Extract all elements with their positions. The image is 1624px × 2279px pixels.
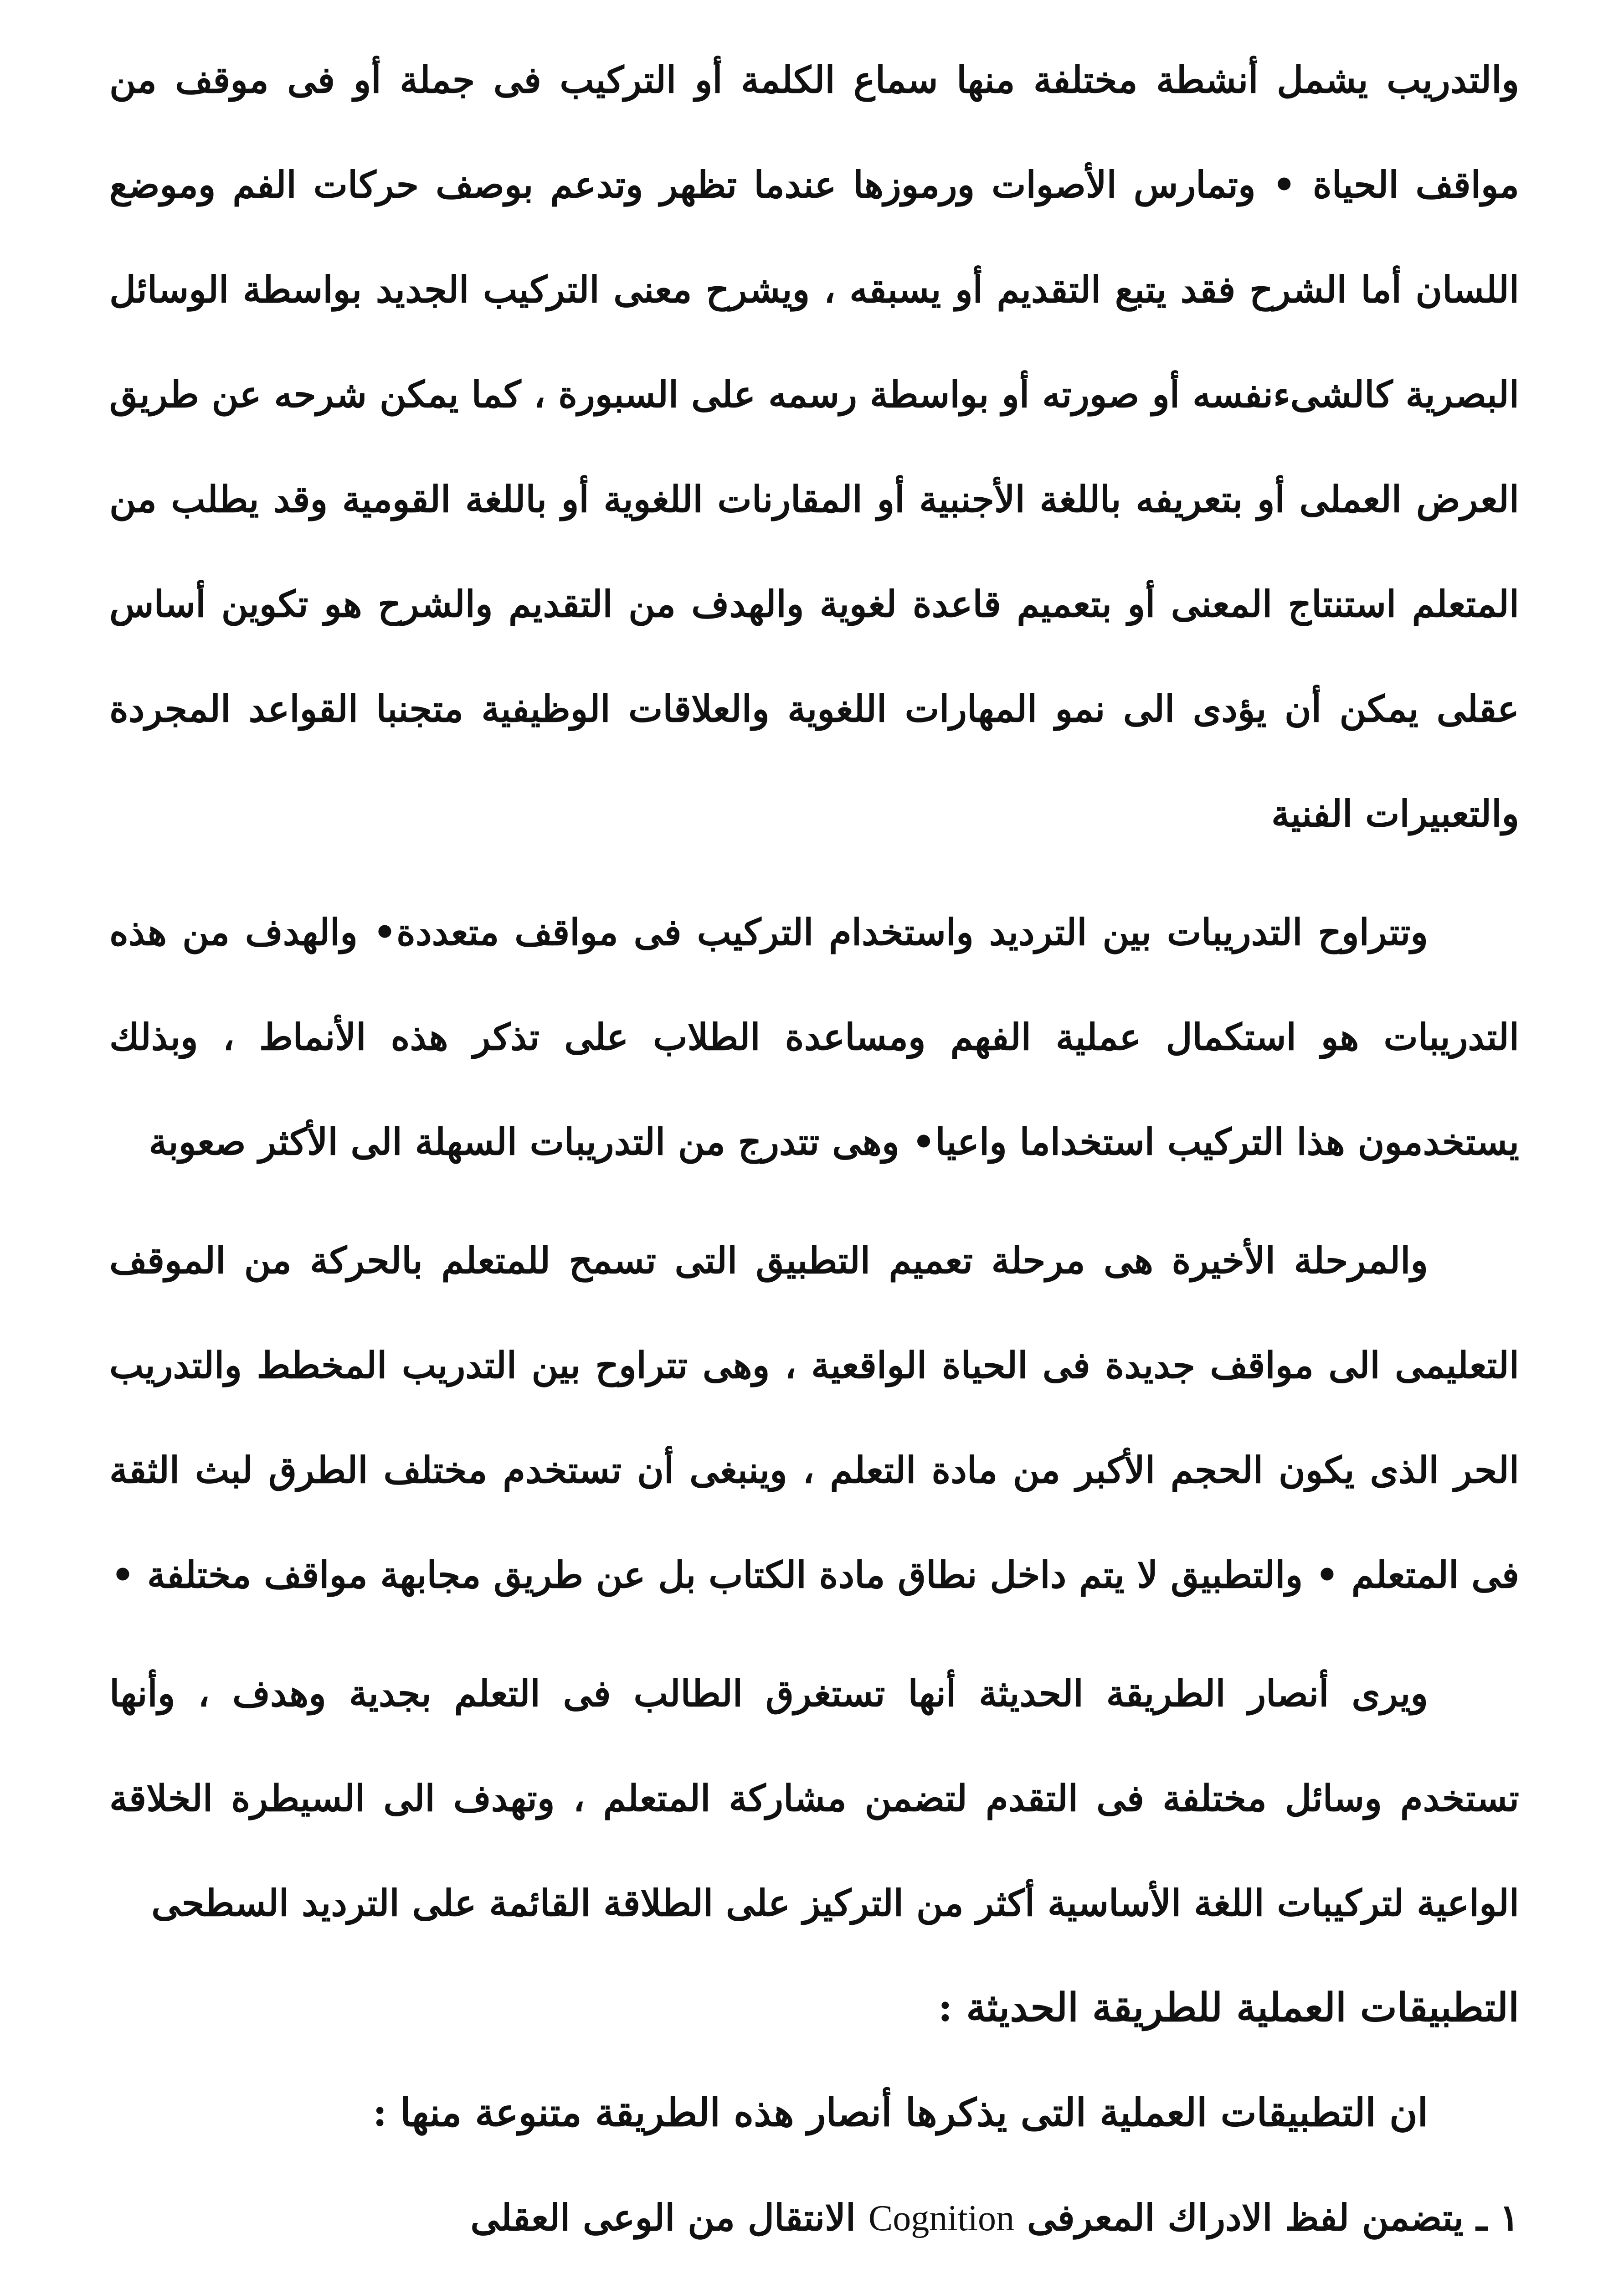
list-item-text-after: الانتقال من الوعى العقلى [470,2196,856,2239]
paragraph-modern-method: ويرى أنصار الطريقة الحديثة أنها تستغرق الطالب فى التعلم بجدية وهدف ، وأنها تستخدم وسائل مختلفة فى التقدم لتضمن مشاركة المتعلم ، وتهدف الى السيطرة الخلاقة الواعية لتركيبات اللغة الأساسية أكثر من التركيز على الطلاقة القائمة على الترديد السطحى [109,1672,1519,1924]
list-item-1 [109,2165,1519,2271]
section-lead: ان التطبيقات العملية التى يذكرها أنصار هذه الطريقة متنوعة منها : [373,2090,1428,2135]
paragraph-exercises: وتتراوح التدريبات بين الترديد واستخدام التركيب فى مواقف متعددة• والهدف من هذه التدريبات هو استكمال عملية الفهم ومساعدة الطلاب على تذكر هذه الأنماط ، وبذلك يستخدمون هذا التركيب استخداما واعيا• وهى تتدرج من التدريبات السهلة الى الأكثر صعوبة [109,911,1519,1163]
body-text [109,27,1519,2271]
latin-term: Cognition [868,2198,1014,2238]
paragraph-training: والتدريب يشمل أنشطة مختلفة منها سماع الكلمة أو التركيب فى جملة أو فى موقف من مواقف الحياة • وتمارس الأصوات ورموزها عندما تظهر وتدعم بوصف حركات الفم وموضع اللسان أما الشرح فقد يتبع التقديم أو يسبقه ، ويشرح معنى التركيب الجديد بواسطة الوسائل البصرية كالشىءنفسه أو صورته أو بواسطة رسمه على السبورة ، كما يمكن شرحه عن طريق العرض العملى أو بتعريفه باللغة الأجنبية أو المقارنات اللغوية أو باللغة القومية وقد يطلب من المتعلم استنتاج المعنى أو بتعميم قاعدة لغوية والهدف من التقديم والشرح هو تكوين أساس عقلى يمكن أن يؤدى الى نمو المهارات اللغوية والعلاقات الوظيفية متجنبا القواعد المجردة والتعبيرات الفنية [109,58,1519,835]
section-heading: التطبيقات العملية للطريقة الحديثة : [938,1985,1519,2031]
paragraph-final-stage: والمرحلة الأخيرة هى مرحلة تعميم التطبيق التى تسمح للمتعلم بالحركة من الموقف التعليمى الى مواقف جديدة فى الحياة الواقعية ، وهى تتراوح بين التدريب المخطط والتدريب الحر الذى يكون الحجم الأكبر من مادة التعلم ، وينبغى أن تستخدم مختلف الطرق لبث الثقة فى المتعلم • والتطبيق لا يتم داخل نطاق مادة الكتاب بل عن طريق مجابهة مواقف مختلفة • [109,1239,1519,1596]
list-item-number: ١ ـ [1476,2196,1519,2239]
list-item-text-before: يتضمن لفظ الادراك المعرفى [1027,2196,1464,2239]
